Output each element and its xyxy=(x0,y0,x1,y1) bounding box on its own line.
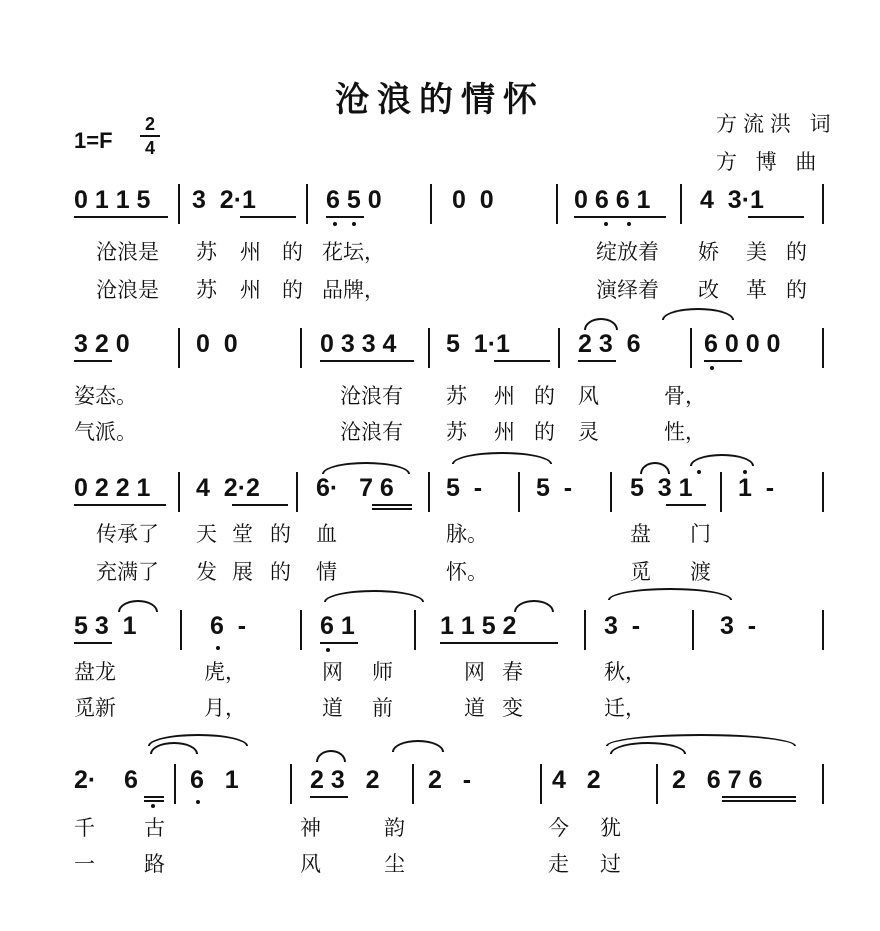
lyric-v1: 苏 xyxy=(446,384,467,408)
lyric-v2: 州 xyxy=(240,278,261,302)
lyric-v2: 改 xyxy=(698,278,719,302)
lyric-v1: 古 xyxy=(144,816,165,840)
high-octave-dot xyxy=(697,470,701,474)
lyric-v2: 州 xyxy=(494,420,515,444)
notes-row-5-m3: 2 3 2 xyxy=(310,766,380,794)
lyric-v1: 师 xyxy=(372,660,393,684)
bar-line xyxy=(822,610,824,650)
bar-line xyxy=(300,610,302,650)
lyric-v1: 春 xyxy=(502,660,523,684)
beam xyxy=(666,504,706,506)
beam xyxy=(74,360,112,362)
lyric-v1: 州 xyxy=(494,384,515,408)
beam xyxy=(310,796,348,798)
notes-row-3-m4: 5 - xyxy=(446,474,483,502)
lyric-v2: 迁， xyxy=(604,696,646,720)
bar-line xyxy=(822,328,824,368)
beam xyxy=(144,796,164,798)
tie xyxy=(608,588,732,600)
lyric-v1: 的 xyxy=(786,240,807,264)
lyric-v1: 天 xyxy=(196,522,217,546)
lyric-v2: 性， xyxy=(664,420,706,444)
bar-line xyxy=(540,764,542,804)
lyric-v1: 网 xyxy=(464,660,485,684)
bar-line xyxy=(720,472,722,512)
slur xyxy=(584,318,618,330)
tie xyxy=(392,740,444,752)
composer-credit: 方 博 曲 xyxy=(716,150,823,174)
lyric-v2: 充满了 xyxy=(96,560,159,584)
tie xyxy=(452,452,552,464)
notes-row-3-m5: 5 - xyxy=(536,474,573,502)
lyric-v1: 娇 xyxy=(698,240,719,264)
beam xyxy=(722,796,796,798)
bar-line xyxy=(610,472,612,512)
high-octave-dot xyxy=(743,470,747,474)
bar-line xyxy=(692,610,694,650)
lyric-v1: 的 xyxy=(534,384,555,408)
lyric-v1: 血 xyxy=(316,522,337,546)
time-signature xyxy=(140,114,160,158)
beam xyxy=(74,642,112,644)
score-row-5 xyxy=(0,738,880,876)
tie xyxy=(662,308,734,320)
low-octave-dot xyxy=(352,222,356,226)
lyric-v2: 渡 xyxy=(690,560,711,584)
notes-row-1-m1: 0 1 1 5 xyxy=(74,186,151,214)
lyric-v1: 韵 xyxy=(384,816,405,840)
slur xyxy=(640,462,670,474)
lyric-v2: 的 xyxy=(282,278,303,302)
notes-row-5-m1: 2· 6 xyxy=(74,766,138,794)
low-octave-dot xyxy=(710,366,714,370)
beam xyxy=(574,216,666,218)
lyric-v1: 网 xyxy=(322,660,343,684)
beam xyxy=(704,360,742,362)
lyric-v1: 虎， xyxy=(204,660,246,684)
slur xyxy=(118,600,158,612)
bar-line xyxy=(306,184,308,224)
notes-row-2-m2: 0 0 xyxy=(196,330,238,358)
notes-row-3-m7: 1 - xyxy=(738,474,775,502)
slur xyxy=(316,750,346,762)
tie xyxy=(322,462,410,474)
lyric-v1: 千 xyxy=(74,816,95,840)
lyric-v2: 品牌， xyxy=(322,278,385,302)
notes-row-2-m5: 2 3 6 xyxy=(578,330,641,358)
lyric-v2: 革 xyxy=(746,278,767,302)
time-signature-divider xyxy=(140,135,160,137)
lyric-v2: 灵 xyxy=(578,420,599,444)
bar-line xyxy=(180,610,182,650)
notes-row-5-m4: 2 - xyxy=(428,766,472,794)
notes-row-1-m2: 3 2·1 xyxy=(192,186,256,214)
lyric-v2: 苏 xyxy=(446,420,467,444)
bar-line xyxy=(178,184,180,224)
key-signature: 1=F xyxy=(74,128,113,153)
beam xyxy=(74,504,166,506)
beam xyxy=(372,508,412,510)
beam xyxy=(578,360,616,362)
score-row-1 xyxy=(0,180,880,300)
lyric-v2: 一 xyxy=(74,852,95,876)
low-octave-dot xyxy=(326,648,330,652)
lyric-v2: 觅 xyxy=(630,560,651,584)
beam xyxy=(494,360,550,362)
bar-line xyxy=(584,610,586,650)
lyric-v2: 前 xyxy=(372,696,393,720)
lyric-v1: 美 xyxy=(746,240,767,264)
lyric-v2: 发 xyxy=(196,560,217,584)
notes-row-4-m4: 1 1 5 2 xyxy=(440,612,517,640)
lyric-v2: 的 xyxy=(534,420,555,444)
lyric-v1: 脉。 xyxy=(446,522,488,546)
lyric-v1: 门 xyxy=(690,522,711,546)
notes-row-5-m5: 4 2 xyxy=(552,766,601,794)
bar-line xyxy=(428,472,430,512)
bar-line xyxy=(300,328,302,368)
lyric-v2: 苏 xyxy=(196,278,217,302)
bar-line xyxy=(412,764,414,804)
notes-row-1-m3: 6 5 0 xyxy=(326,186,382,214)
lyric-v1: 秋， xyxy=(604,660,646,684)
notes-row-4-m3: 6 1 xyxy=(320,612,355,640)
lyric-v1: 沧浪是 xyxy=(96,240,159,264)
notes-row-1-m6: 4 3·1 xyxy=(700,186,764,214)
lyric-v1: 州 xyxy=(240,240,261,264)
lyric-v1: 骨， xyxy=(664,384,706,408)
bar-line xyxy=(428,328,430,368)
low-octave-dot xyxy=(196,800,200,804)
bar-line xyxy=(822,764,824,804)
beam xyxy=(440,642,558,644)
notes-row-4-m6: 3 - xyxy=(720,612,757,640)
time-signature-top: 2 xyxy=(144,114,155,134)
lyric-v1: 苏 xyxy=(196,240,217,264)
lyric-v1: 传承了 xyxy=(96,522,159,546)
lyric-v1: 神 xyxy=(300,816,321,840)
tie xyxy=(324,590,424,602)
low-octave-dot xyxy=(627,222,631,226)
low-octave-dot xyxy=(604,222,608,226)
bar-line xyxy=(174,764,176,804)
score-row-2 xyxy=(0,318,880,444)
bar-line xyxy=(178,472,180,512)
beam xyxy=(326,216,364,218)
lyric-v2: 沧浪有 xyxy=(340,420,403,444)
lyric-v2: 过 xyxy=(600,852,621,876)
notes-row-1-m5: 0 6 6 1 xyxy=(574,186,651,214)
tie xyxy=(690,454,754,466)
notes-row-2-m4: 5 1·1 xyxy=(446,330,510,358)
lyric-v2: 走 xyxy=(548,852,569,876)
notes-row-4-m1: 5 3 1 xyxy=(74,612,137,640)
bar-line xyxy=(430,184,432,224)
notes-row-3-m3: 6· 7 6 xyxy=(316,474,394,502)
lyric-v1: 姿态。 xyxy=(74,384,137,408)
lyric-v2: 风 xyxy=(300,852,321,876)
beam xyxy=(320,642,358,644)
low-octave-dot xyxy=(333,222,337,226)
lyric-v1: 盘 xyxy=(630,522,651,546)
lyric-v2: 沧浪是 xyxy=(96,278,159,302)
beam xyxy=(748,216,804,218)
bar-line xyxy=(556,184,558,224)
lyric-v2: 演绎着 xyxy=(596,278,659,302)
bar-line xyxy=(822,472,824,512)
lyric-v2: 情 xyxy=(316,560,337,584)
bar-line xyxy=(680,184,682,224)
lyric-v2: 的 xyxy=(786,278,807,302)
lyric-v2: 尘 xyxy=(384,852,405,876)
bar-line xyxy=(656,764,658,804)
slur xyxy=(514,600,554,612)
lyric-v1: 沧浪有 xyxy=(340,384,403,408)
lyric-v1: 风 xyxy=(578,384,599,408)
beam xyxy=(144,800,164,802)
notes-row-4-m2: 6 - xyxy=(210,612,247,640)
lyric-v2: 道 xyxy=(322,696,343,720)
lyric-v1: 堂 xyxy=(232,522,253,546)
bar-line xyxy=(558,328,560,368)
time-signature-bottom: 4 xyxy=(144,138,155,158)
low-octave-dot xyxy=(151,804,155,808)
bar-line xyxy=(690,328,692,368)
low-octave-dot xyxy=(216,646,220,650)
beam xyxy=(372,504,412,506)
notes-row-4-m5: 3 - xyxy=(604,612,641,640)
notes-row-2-m3: 0 3 3 4 xyxy=(320,330,397,358)
song-title: 沧浪的情怀 xyxy=(335,80,545,120)
lyric-v1: 犹 xyxy=(600,816,621,840)
lyric-v2: 展 xyxy=(232,560,253,584)
lyric-v1: 花坛， xyxy=(322,240,385,264)
notes-row-5-m2: 6 1 xyxy=(190,766,239,794)
lyric-v2: 月， xyxy=(204,696,246,720)
lyric-v2: 道 xyxy=(464,696,485,720)
notes-row-2-m6: 6 0 0 0 xyxy=(704,330,781,358)
bar-line xyxy=(290,764,292,804)
notes-row-3-m1: 0 2 2 1 xyxy=(74,474,151,502)
beam xyxy=(240,216,296,218)
bar-line xyxy=(414,610,416,650)
lyric-v2: 的 xyxy=(270,560,291,584)
lyric-v2: 觅新 xyxy=(74,696,116,720)
lyric-v1: 的 xyxy=(270,522,291,546)
lyric-v1: 盘龙 xyxy=(74,660,116,684)
lyricist-credit: 方流洪 词 xyxy=(716,112,837,136)
score-row-3 xyxy=(0,458,880,584)
lyric-v2: 怀。 xyxy=(446,560,488,584)
notes-row-3-m2: 4 2·2 xyxy=(196,474,260,502)
bar-line xyxy=(296,472,298,512)
notes-row-5-m6: 2 6 7 6 xyxy=(672,766,763,794)
notes-row-1-m4: 0 0 xyxy=(452,186,494,214)
lyric-v1: 绽放着 xyxy=(596,240,659,264)
lyric-v2: 路 xyxy=(144,852,165,876)
notes-row-3-m6: 5 3 1 xyxy=(630,474,693,502)
score-row-4 xyxy=(0,600,880,720)
bar-line xyxy=(518,472,520,512)
bar-line xyxy=(822,184,824,224)
notes-row-2-m1: 3 2 0 xyxy=(74,330,130,358)
lyric-v1: 今 xyxy=(548,816,569,840)
beam xyxy=(74,216,168,218)
beam xyxy=(722,800,796,802)
beam xyxy=(232,504,288,506)
lyric-v2: 气派。 xyxy=(74,420,137,444)
lyric-v1: 的 xyxy=(282,240,303,264)
bar-line xyxy=(178,328,180,368)
lyric-v2: 变 xyxy=(502,696,523,720)
beam xyxy=(320,360,414,362)
